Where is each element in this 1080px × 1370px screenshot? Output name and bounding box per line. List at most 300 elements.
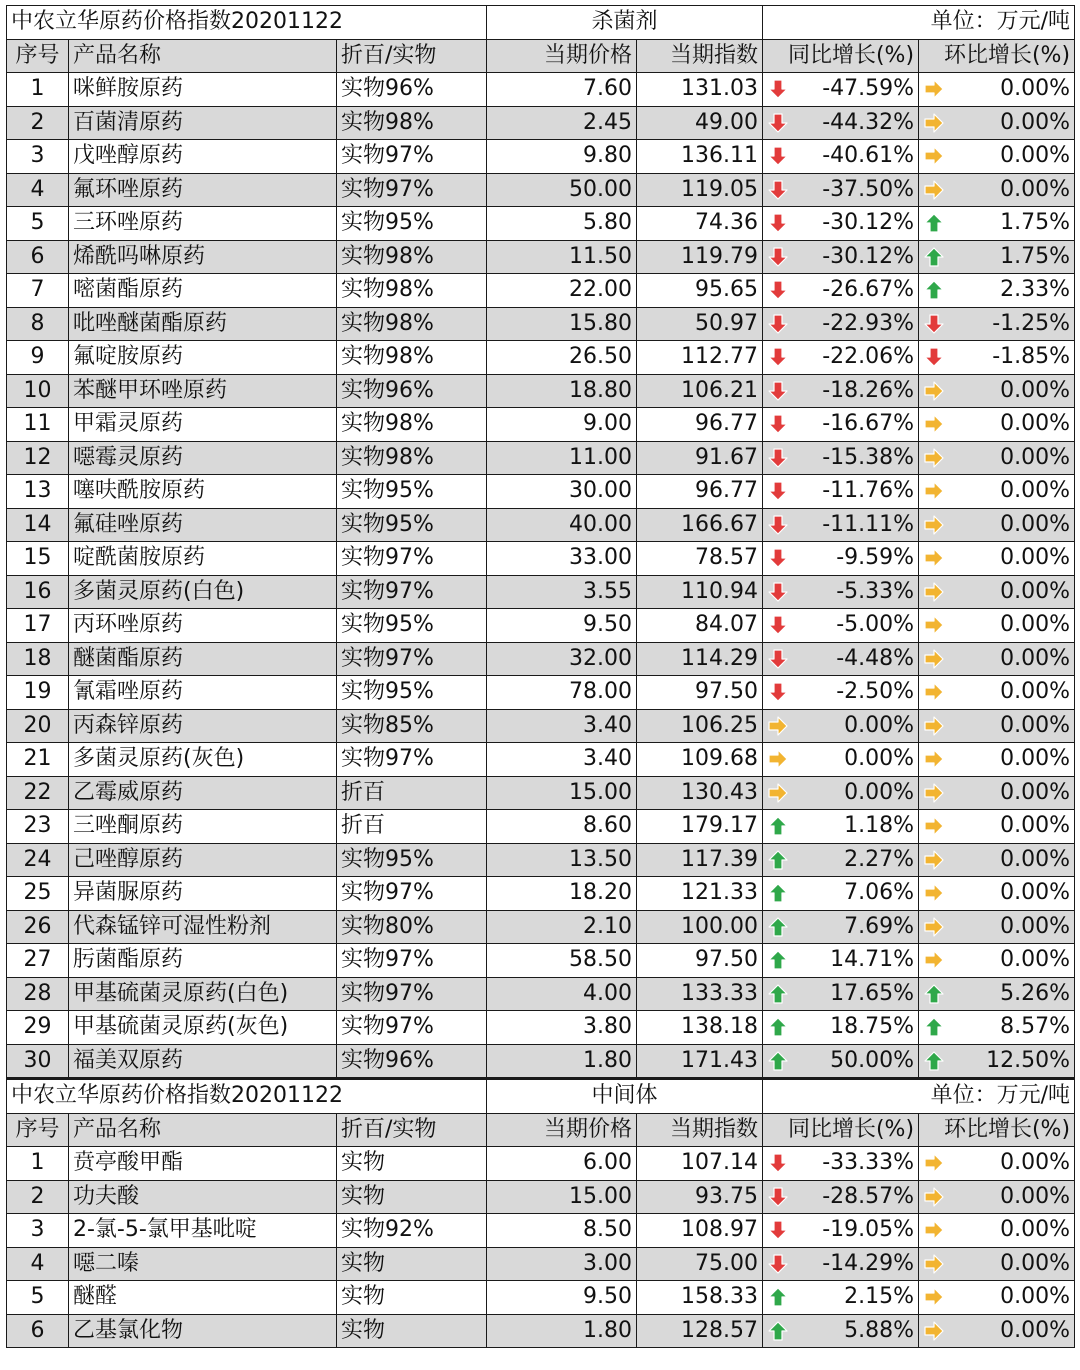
arrow-down-icon (767, 145, 789, 167)
current-index: 131.03 (637, 73, 763, 107)
yoy-value: 18.75% (830, 1014, 915, 1040)
table-row (7, 73, 1075, 107)
mom-value: -1.25% (992, 310, 1071, 336)
mom-value: 0.00% (1000, 545, 1071, 571)
product-spec: 实物98% (337, 307, 487, 341)
mom-value: 0.00% (1000, 411, 1071, 437)
mom-value: 0.00% (1000, 645, 1071, 671)
yoy-value: 5.88% (844, 1317, 915, 1343)
arrow-right-icon (923, 112, 945, 134)
table-row (7, 944, 1075, 978)
row-number: 6 (7, 1314, 69, 1348)
arrow-up-icon (767, 849, 789, 871)
mom-change (919, 877, 1075, 911)
product-name: 贲亭酸甲酯 (69, 1147, 337, 1181)
yoy-change (763, 341, 919, 375)
column-header: 同比增长(%) (763, 1113, 919, 1147)
yoy-value: -37.50% (822, 176, 915, 202)
product-name: 代森锰锌可湿性粉剂 (69, 910, 337, 944)
arrow-down-icon (767, 681, 789, 703)
column-header: 当期价格 (487, 1113, 637, 1147)
arrow-down-icon (767, 346, 789, 368)
table-row (7, 910, 1075, 944)
product-spec: 实物 (337, 1281, 487, 1315)
product-name: 丙环唑原药 (69, 609, 337, 643)
arrow-right-icon (923, 1253, 945, 1275)
table-row (7, 1314, 1075, 1348)
arrow-down-icon (767, 313, 789, 335)
mom-value: 0.00% (1000, 712, 1071, 738)
arrow-down-icon (767, 1186, 789, 1208)
product-spec: 实物97% (337, 944, 487, 978)
mom-value: 0.00% (1000, 176, 1071, 202)
arrow-up-icon (767, 1320, 789, 1342)
yoy-change (763, 676, 919, 710)
mom-value: 0.00% (1000, 1250, 1071, 1276)
table-row (7, 173, 1075, 207)
column-header: 序号 (7, 39, 69, 73)
row-number: 9 (7, 341, 69, 375)
row-number: 11 (7, 408, 69, 442)
table-row (7, 843, 1075, 877)
yoy-change (763, 1214, 919, 1248)
yoy-value: 2.15% (844, 1284, 915, 1310)
current-index: 158.33 (637, 1281, 763, 1315)
mom-change (919, 709, 1075, 743)
arrow-right-icon (923, 145, 945, 167)
table-row (7, 709, 1075, 743)
mom-value: 2.33% (1000, 277, 1071, 303)
mom-change (919, 408, 1075, 442)
current-index: 109.68 (637, 743, 763, 777)
table-title: 中农立华原药价格指数20201122 (7, 1079, 487, 1114)
arrow-right-icon (767, 782, 789, 804)
mom-change (919, 843, 1075, 877)
arrow-right-icon (923, 1286, 945, 1308)
yoy-value: -47.59% (822, 76, 915, 102)
row-number: 16 (7, 575, 69, 609)
arrow-right-icon (923, 413, 945, 435)
row-number: 13 (7, 475, 69, 509)
current-index: 121.33 (637, 877, 763, 911)
arrow-down-icon (767, 1253, 789, 1275)
unit-label: 单位：万元/吨 (763, 6, 1075, 40)
current-index: 100.00 (637, 910, 763, 944)
yoy-value: 0.00% (844, 779, 915, 805)
arrow-down-icon (767, 246, 789, 268)
table-row (7, 106, 1075, 140)
mom-change (919, 642, 1075, 676)
product-spec: 实物95% (337, 609, 487, 643)
yoy-value: -22.93% (822, 310, 915, 336)
arrow-up-icon (767, 815, 789, 837)
mom-change (919, 274, 1075, 308)
arrow-right-icon (923, 78, 945, 100)
product-spec: 实物96% (337, 73, 487, 107)
current-price: 5.80 (487, 207, 637, 241)
yoy-change (763, 207, 919, 241)
yoy-change (763, 274, 919, 308)
current-price: 15.80 (487, 307, 637, 341)
product-name: 多菌灵原药(白色) (69, 575, 337, 609)
row-number: 10 (7, 374, 69, 408)
mom-change (919, 140, 1075, 174)
arrow-right-icon (923, 949, 945, 971)
yoy-value: 1.18% (844, 813, 915, 839)
product-name: 丙森锌原药 (69, 709, 337, 743)
yoy-change (763, 743, 919, 777)
column-header: 折百/实物 (337, 39, 487, 73)
product-name: 烯酰吗啉原药 (69, 240, 337, 274)
arrow-down-icon (767, 1152, 789, 1174)
yoy-value: 7.69% (844, 913, 915, 939)
current-price: 6.00 (487, 1147, 637, 1181)
row-number: 2 (7, 106, 69, 140)
category-label: 中间体 (487, 1079, 763, 1114)
arrow-up-icon (767, 916, 789, 938)
yoy-value: -9.59% (836, 545, 915, 571)
mom-value: 0.00% (1000, 511, 1071, 537)
yoy-change (763, 977, 919, 1011)
mom-value: 0.00% (1000, 1217, 1071, 1243)
current-index: 108.97 (637, 1214, 763, 1248)
mom-change (919, 1281, 1075, 1315)
arrow-right-icon (923, 648, 945, 670)
product-spec: 实物97% (337, 542, 487, 576)
product-name: 啶酰菌胺原药 (69, 542, 337, 576)
mom-value: 1.75% (1000, 210, 1071, 236)
table-row (7, 307, 1075, 341)
current-index: 119.79 (637, 240, 763, 274)
current-index: 84.07 (637, 609, 763, 643)
yoy-change (763, 508, 919, 542)
table-row (7, 1180, 1075, 1214)
product-spec: 实物97% (337, 977, 487, 1011)
row-number: 26 (7, 910, 69, 944)
product-name: 噁霉灵原药 (69, 441, 337, 475)
current-price: 18.20 (487, 877, 637, 911)
current-index: 119.05 (637, 173, 763, 207)
product-name: 吡唑醚菌酯原药 (69, 307, 337, 341)
arrow-right-icon (923, 916, 945, 938)
yoy-value: -4.48% (836, 645, 915, 671)
arrow-down-icon (767, 614, 789, 636)
product-name: 三环唑原药 (69, 207, 337, 241)
current-price: 1.80 (487, 1044, 637, 1079)
table-row (7, 676, 1075, 710)
current-index: 96.77 (637, 475, 763, 509)
column-header: 序号 (7, 1113, 69, 1147)
mom-change (919, 1147, 1075, 1181)
product-name: 醚醛 (69, 1281, 337, 1315)
current-index: 179.17 (637, 810, 763, 844)
current-price: 9.50 (487, 609, 637, 643)
product-name: 乙基氯化物 (69, 1314, 337, 1348)
arrow-down-icon (767, 547, 789, 569)
mom-change (919, 743, 1075, 777)
yoy-value: -2.50% (836, 679, 915, 705)
table-title-row (7, 1079, 1075, 1114)
mom-value: 0.00% (1000, 109, 1071, 135)
yoy-value: 2.27% (844, 846, 915, 872)
product-spec: 折百 (337, 776, 487, 810)
product-spec: 实物97% (337, 140, 487, 174)
arrow-right-icon (923, 715, 945, 737)
mom-change (919, 441, 1075, 475)
current-index: 112.77 (637, 341, 763, 375)
yoy-change (763, 944, 919, 978)
arrow-right-icon (923, 849, 945, 871)
column-header: 环比增长(%) (919, 1113, 1075, 1147)
row-number: 2 (7, 1180, 69, 1214)
current-price: 50.00 (487, 173, 637, 207)
yoy-value: -28.57% (822, 1183, 915, 1209)
product-spec: 实物92% (337, 1214, 487, 1248)
arrow-down-icon (923, 313, 945, 335)
mom-change (919, 676, 1075, 710)
current-index: 166.67 (637, 508, 763, 542)
product-spec: 实物98% (337, 441, 487, 475)
yoy-change (763, 1314, 919, 1348)
row-number: 5 (7, 207, 69, 241)
table-row (7, 1147, 1075, 1181)
mom-change (919, 1180, 1075, 1214)
row-number: 5 (7, 1281, 69, 1315)
yoy-change (763, 1044, 919, 1079)
yoy-change (763, 441, 919, 475)
yoy-change (763, 1147, 919, 1181)
product-name: 甲基硫菌灵原药(白色) (69, 977, 337, 1011)
table-row (7, 977, 1075, 1011)
product-name: 咪鲜胺原药 (69, 73, 337, 107)
yoy-change (763, 73, 919, 107)
table-row (7, 1247, 1075, 1281)
yoy-value: -44.32% (822, 109, 915, 135)
price-index-table (6, 5, 1075, 1348)
yoy-value: -26.67% (822, 277, 915, 303)
mom-change (919, 1011, 1075, 1045)
product-name: 异菌脲原药 (69, 877, 337, 911)
mom-value: 0.00% (1000, 746, 1071, 772)
mom-value: 0.00% (1000, 947, 1071, 973)
arrow-down-icon (767, 78, 789, 100)
product-spec: 实物96% (337, 374, 487, 408)
product-spec: 实物98% (337, 106, 487, 140)
arrow-up-icon (767, 949, 789, 971)
yoy-value: -22.06% (822, 344, 915, 370)
product-name: 醚菌酯原药 (69, 642, 337, 676)
column-header: 当期指数 (637, 39, 763, 73)
mom-change (919, 240, 1075, 274)
current-price: 3.55 (487, 575, 637, 609)
mom-change (919, 1214, 1075, 1248)
product-name: 嘧菌酯原药 (69, 274, 337, 308)
row-number: 4 (7, 173, 69, 207)
arrow-up-icon (923, 246, 945, 268)
current-price: 9.00 (487, 408, 637, 442)
row-number: 8 (7, 307, 69, 341)
arrow-down-icon (767, 648, 789, 670)
yoy-change (763, 709, 919, 743)
arrow-up-icon (767, 1016, 789, 1038)
table-row (7, 441, 1075, 475)
column-header: 当期价格 (487, 39, 637, 73)
product-name: 甲霜灵原药 (69, 408, 337, 442)
yoy-change (763, 475, 919, 509)
product-name: 福美双原药 (69, 1044, 337, 1079)
product-spec: 实物 (337, 1247, 487, 1281)
product-spec: 实物97% (337, 743, 487, 777)
row-number: 17 (7, 609, 69, 643)
mom-value: -1.85% (992, 344, 1071, 370)
row-number: 1 (7, 1147, 69, 1181)
arrow-right-icon (923, 882, 945, 904)
current-index: 78.57 (637, 542, 763, 576)
table-row (7, 642, 1075, 676)
current-price: 2.45 (487, 106, 637, 140)
mom-value: 0.00% (1000, 1150, 1071, 1176)
mom-value: 0.00% (1000, 913, 1071, 939)
current-index: 138.18 (637, 1011, 763, 1045)
mom-value: 0.00% (1000, 478, 1071, 504)
mom-change (919, 575, 1075, 609)
yoy-value: -5.33% (836, 578, 915, 604)
yoy-change (763, 140, 919, 174)
current-index: 49.00 (637, 106, 763, 140)
mom-value: 8.57% (1000, 1014, 1071, 1040)
mom-change (919, 73, 1075, 107)
mom-value: 0.00% (1000, 779, 1071, 805)
yoy-value: -33.33% (822, 1150, 915, 1176)
current-price: 9.50 (487, 1281, 637, 1315)
yoy-value: -11.76% (822, 478, 915, 504)
row-number: 18 (7, 642, 69, 676)
yoy-change (763, 173, 919, 207)
product-spec: 实物95% (337, 207, 487, 241)
current-price: 18.80 (487, 374, 637, 408)
current-index: 128.57 (637, 1314, 763, 1348)
mom-change (919, 944, 1075, 978)
arrow-right-icon (923, 1219, 945, 1241)
product-name: 氰霜唑原药 (69, 676, 337, 710)
current-price: 3.80 (487, 1011, 637, 1045)
row-number: 14 (7, 508, 69, 542)
mom-value: 5.26% (1000, 980, 1071, 1006)
yoy-value: 0.00% (844, 746, 915, 772)
arrow-right-icon (923, 1186, 945, 1208)
current-price: 58.50 (487, 944, 637, 978)
yoy-change (763, 877, 919, 911)
yoy-change (763, 575, 919, 609)
table-header-row (7, 39, 1075, 73)
table-row (7, 877, 1075, 911)
mom-change (919, 1247, 1075, 1281)
mom-value: 1.75% (1000, 243, 1071, 269)
table-row (7, 240, 1075, 274)
row-number: 29 (7, 1011, 69, 1045)
current-index: 95.65 (637, 274, 763, 308)
arrow-up-icon (923, 983, 945, 1005)
table-title: 中农立华原药价格指数20201122 (7, 6, 487, 40)
current-index: 97.50 (637, 944, 763, 978)
product-name: 氟硅唑原药 (69, 508, 337, 542)
current-index: 171.43 (637, 1044, 763, 1079)
product-spec: 实物98% (337, 240, 487, 274)
current-price: 3.40 (487, 709, 637, 743)
yoy-value: 7.06% (844, 880, 915, 906)
product-spec: 实物98% (337, 408, 487, 442)
product-spec: 实物95% (337, 843, 487, 877)
product-spec: 实物96% (337, 1044, 487, 1079)
yoy-value: -11.11% (822, 511, 915, 537)
current-index: 114.29 (637, 642, 763, 676)
current-index: 117.39 (637, 843, 763, 877)
current-index: 107.14 (637, 1147, 763, 1181)
yoy-change (763, 1247, 919, 1281)
yoy-value: -15.38% (822, 444, 915, 470)
mom-value: 0.00% (1000, 76, 1071, 102)
row-number: 19 (7, 676, 69, 710)
mom-change (919, 374, 1075, 408)
current-price: 7.60 (487, 73, 637, 107)
current-index: 136.11 (637, 140, 763, 174)
row-number: 6 (7, 240, 69, 274)
product-name: 噻呋酰胺原药 (69, 475, 337, 509)
row-number: 22 (7, 776, 69, 810)
table-row (7, 810, 1075, 844)
mom-change (919, 106, 1075, 140)
table-row (7, 341, 1075, 375)
current-price: 40.00 (487, 508, 637, 542)
column-header: 产品名称 (69, 39, 337, 73)
mom-change (919, 910, 1075, 944)
table-row (7, 1011, 1075, 1045)
table-row (7, 140, 1075, 174)
product-spec: 实物95% (337, 475, 487, 509)
row-number: 24 (7, 843, 69, 877)
yoy-value: -14.29% (822, 1250, 915, 1276)
arrow-right-icon (767, 715, 789, 737)
product-spec: 实物97% (337, 173, 487, 207)
arrow-down-icon (923, 346, 945, 368)
current-index: 106.25 (637, 709, 763, 743)
row-number: 15 (7, 542, 69, 576)
current-price: 2.10 (487, 910, 637, 944)
current-price: 15.00 (487, 776, 637, 810)
yoy-change (763, 776, 919, 810)
arrow-right-icon (923, 782, 945, 804)
column-header: 折百/实物 (337, 1113, 487, 1147)
arrow-up-icon (923, 1050, 945, 1072)
product-spec: 实物97% (337, 1011, 487, 1045)
arrow-right-icon (923, 480, 945, 502)
product-name: 噁二嗪 (69, 1247, 337, 1281)
yoy-value: 17.65% (830, 980, 915, 1006)
table-row (7, 609, 1075, 643)
mom-value: 12.50% (986, 1047, 1071, 1073)
yoy-value: -19.05% (822, 1217, 915, 1243)
mom-value: 0.00% (1000, 1284, 1071, 1310)
current-index: 50.97 (637, 307, 763, 341)
arrow-up-icon (767, 882, 789, 904)
yoy-value: -40.61% (822, 143, 915, 169)
arrow-right-icon (923, 581, 945, 603)
arrow-down-icon (767, 413, 789, 435)
yoy-change (763, 1180, 919, 1214)
product-name: 乙霉威原药 (69, 776, 337, 810)
product-name: 氟环唑原药 (69, 173, 337, 207)
table-row (7, 743, 1075, 777)
